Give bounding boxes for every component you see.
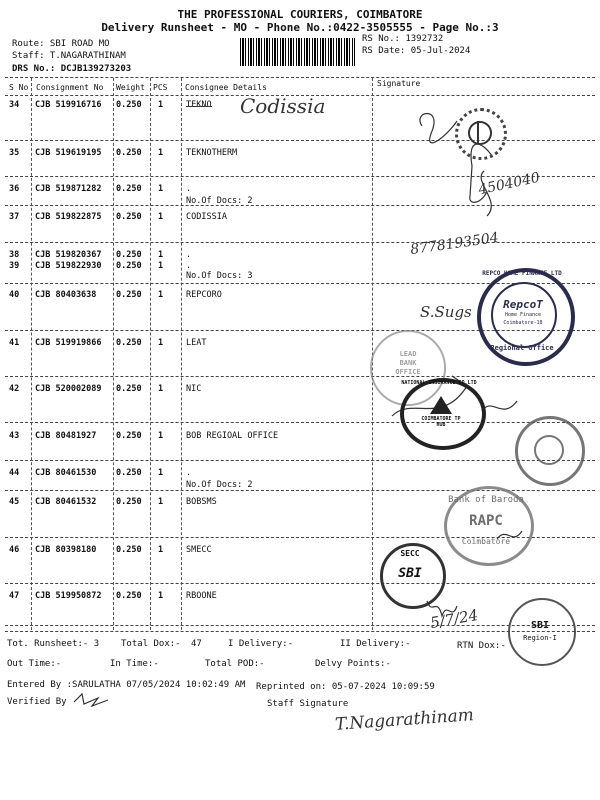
rs-date: RS Date: 05-Jul-2024	[362, 46, 471, 56]
row-sno: 39	[9, 261, 20, 271]
row-consignment-no: CJB 80481927	[35, 431, 97, 441]
col-header-consignment: Consignment No	[36, 83, 104, 92]
i-delivery: I Delivery:-	[228, 639, 294, 649]
col-divider	[181, 78, 182, 630]
bob-stamp-center: RAPC	[469, 513, 503, 529]
entered-by: Entered By :SARULATHA 07/05/2024 10:02:49 AM	[7, 680, 246, 690]
row-weight: 0.250	[116, 290, 142, 300]
row-pcs: 1	[158, 290, 164, 300]
row-pcs: 1	[158, 591, 164, 601]
handwritten-consignee: Codissia	[240, 94, 326, 118]
delvy-points: Delvy Points:-	[315, 659, 391, 669]
row-sno: 47	[9, 591, 20, 601]
row-sno: 37	[9, 212, 20, 222]
total-pod: Total POD:-	[205, 659, 265, 669]
rs-number: RS No.: 1392732	[362, 34, 444, 44]
row-consignee: SMECC	[186, 545, 212, 555]
row-pcs: 1	[158, 184, 164, 194]
secc-text: SECC	[400, 549, 420, 558]
runsheet-subtitle: Delivery Runsheet - MO - Phone No.:0422-3505555 - Page No.:3	[101, 21, 499, 34]
staff-signature-label: Staff Signature	[267, 699, 349, 709]
row-weight: 0.250	[116, 468, 142, 478]
row-pcs: 1	[158, 468, 164, 478]
row-pcs: 1	[158, 261, 164, 271]
handwritten-date: 5/7/24	[428, 605, 480, 633]
repco-stamp	[477, 268, 575, 366]
total-dox-value: 47	[191, 639, 202, 649]
row-sno: 38	[9, 250, 20, 260]
repco-stamp-bottom: Regional Office	[490, 344, 554, 352]
row-weight: 0.250	[116, 100, 142, 110]
row-consignment-no: CJB 519820367	[35, 250, 102, 260]
row-consignee: .	[186, 261, 192, 271]
row-pcs: 1	[158, 338, 164, 348]
row-pcs: 1	[158, 431, 164, 441]
row-weight: 0.250	[116, 148, 142, 158]
row-consignment-no: CJB 519871282	[35, 184, 102, 194]
col-divider	[113, 78, 114, 630]
row-consignment-no: CJB 80398180	[35, 545, 97, 555]
repco-line: Coimbatore-18	[503, 320, 543, 326]
col-divider	[150, 78, 151, 630]
out-time: Out Time:-	[7, 659, 62, 669]
row-consignment-no: CJB 520002089	[35, 384, 102, 394]
row-weight: 0.250	[116, 591, 142, 601]
row-sno: 45	[9, 497, 20, 507]
row-pcs: 1	[158, 100, 164, 110]
row-weight: 0.250	[116, 497, 142, 507]
drs-number: DRS No.: DCJB139273203	[12, 64, 132, 74]
nic-stamp-center: COIMBATORE TP HUB	[421, 416, 461, 428]
row-consignee: .	[186, 184, 192, 194]
row-weight: 0.250	[116, 431, 142, 441]
table-top-rule	[5, 77, 595, 78]
row-weight: 0.250	[116, 384, 142, 394]
col-header-signature: Signature	[377, 79, 421, 88]
row-doc-count: No.Of Docs: 2	[186, 480, 253, 490]
row-consignee: TEKNOTHERM	[186, 148, 238, 158]
row-consignment-no: CJB 519619195	[35, 148, 102, 158]
handwritten-signature: S.Sugs	[420, 303, 472, 321]
row-weight: 0.250	[116, 338, 142, 348]
row-consignee: .	[186, 250, 192, 260]
bob-stamp	[515, 416, 585, 486]
row-weight: 0.250	[116, 184, 142, 194]
company-title: THE PROFESSIONAL COURIERS, COIMBATORE	[177, 8, 423, 21]
row-consignment-no: CJB 519919866	[35, 338, 102, 348]
col-header-weight: Weight	[116, 83, 145, 92]
tot-runsheet: Tot. Runsheet:- 3	[7, 639, 100, 649]
row-weight: 0.250	[116, 261, 142, 271]
col-header-consignee: Consignee Details	[185, 83, 267, 92]
row-consignee: BOB REGIOAL OFFICE	[186, 431, 279, 441]
lead-bank-text: LEAD BANK OFFICE	[395, 350, 421, 376]
row-consignment-no: CJB 519916716	[35, 100, 102, 110]
row-sno: 40	[9, 290, 20, 300]
row-sno: 46	[9, 545, 20, 555]
nic-stamp-ring: NATIONAL INSURANCE CO.LTD	[401, 380, 477, 386]
row-sno: 41	[9, 338, 20, 348]
row-consignee: CODISSIA	[186, 212, 227, 222]
handwritten-signature: 4504040	[477, 169, 542, 199]
row-weight: 0.250	[116, 250, 142, 260]
row-sno: 42	[9, 384, 20, 394]
rtn-dox: RTN Dox:-	[457, 641, 506, 651]
sbi-secc-stamp	[380, 543, 446, 609]
sbi-branch-sub: Region-I	[523, 634, 557, 642]
row-consignment-no: CJB 80461532	[35, 497, 97, 507]
row-consignee: .	[186, 468, 192, 478]
row-consignee: RBOONE	[186, 591, 217, 601]
row-weight: 0.250	[116, 545, 142, 555]
total-dox-label: Total Dox:-	[121, 639, 181, 649]
reprinted-on: Reprinted on: 05-07-2024 10:09:59	[256, 682, 435, 692]
row-consignment-no: CJB 519822930	[35, 261, 102, 271]
row-consignment-no: CJB 80403638	[35, 290, 97, 300]
row-consignment-no: CJB 519950872	[35, 591, 102, 601]
handwritten-phone: 8778193504	[409, 229, 500, 259]
row-sno: 35	[9, 148, 20, 158]
row-doc-count: No.Of Docs: 3	[186, 271, 253, 281]
codissia-seal-stamp	[455, 108, 507, 160]
row-sno: 43	[9, 431, 20, 441]
row-pcs: 1	[158, 384, 164, 394]
bob-stamp-text: Bank of Baroda	[448, 495, 524, 505]
row-consignment-no: CJB 80461530	[35, 468, 97, 478]
row-pcs: 1	[158, 545, 164, 555]
staff-label: Staff: T.NAGARATHINAM	[12, 51, 126, 61]
sbi-branch-stamp	[508, 598, 576, 666]
row-consignee: TEKNO	[186, 100, 212, 110]
repco-logo: RepcoT	[503, 298, 543, 311]
repco-line: Home Finance	[504, 312, 542, 318]
row-consignee: LEAT	[186, 338, 207, 348]
sbi-branch-logo: SBI	[530, 620, 550, 631]
row-sno: 34	[9, 100, 20, 110]
route-label: Route: SBI ROAD MO	[12, 39, 110, 49]
row-weight: 0.250	[116, 212, 142, 222]
footer-rule	[5, 631, 595, 632]
bob-rapc-stamp	[444, 486, 534, 566]
row-pcs: 1	[158, 497, 164, 507]
row-sno: 44	[9, 468, 20, 478]
col-divider	[31, 78, 32, 630]
nic-stamp	[400, 378, 486, 450]
verified-by: Verified By	[7, 697, 67, 707]
sbi-logo-text: SBI	[398, 566, 422, 581]
repco-stamp-top: REPCO HOME FINANCE LTD	[482, 270, 562, 277]
col-header-sno: S No	[9, 83, 29, 92]
row-doc-count: No.Of Docs: 2	[186, 196, 253, 206]
ii-delivery: II Delivery:-	[340, 639, 411, 649]
row-consignee: BOBSMS	[186, 497, 217, 507]
staff-signature: T.Nagarathinam	[334, 705, 475, 735]
in-time: In Time:-	[110, 659, 159, 669]
row-consignee: REPCORO	[186, 290, 222, 300]
strikethrough	[186, 106, 212, 107]
col-header-pcs: PCS	[153, 83, 168, 92]
bob-stamp-bottom: Coimbatore	[461, 537, 511, 546]
barcode	[240, 38, 355, 66]
row-consignment-no: CJB 519822875	[35, 212, 102, 222]
row-pcs: 1	[158, 148, 164, 158]
row-pcs: 1	[158, 250, 164, 260]
row-pcs: 1	[158, 212, 164, 222]
row-consignee: NIC	[186, 384, 202, 394]
verified-by-signature	[72, 690, 112, 710]
row-sno: 36	[9, 184, 20, 194]
